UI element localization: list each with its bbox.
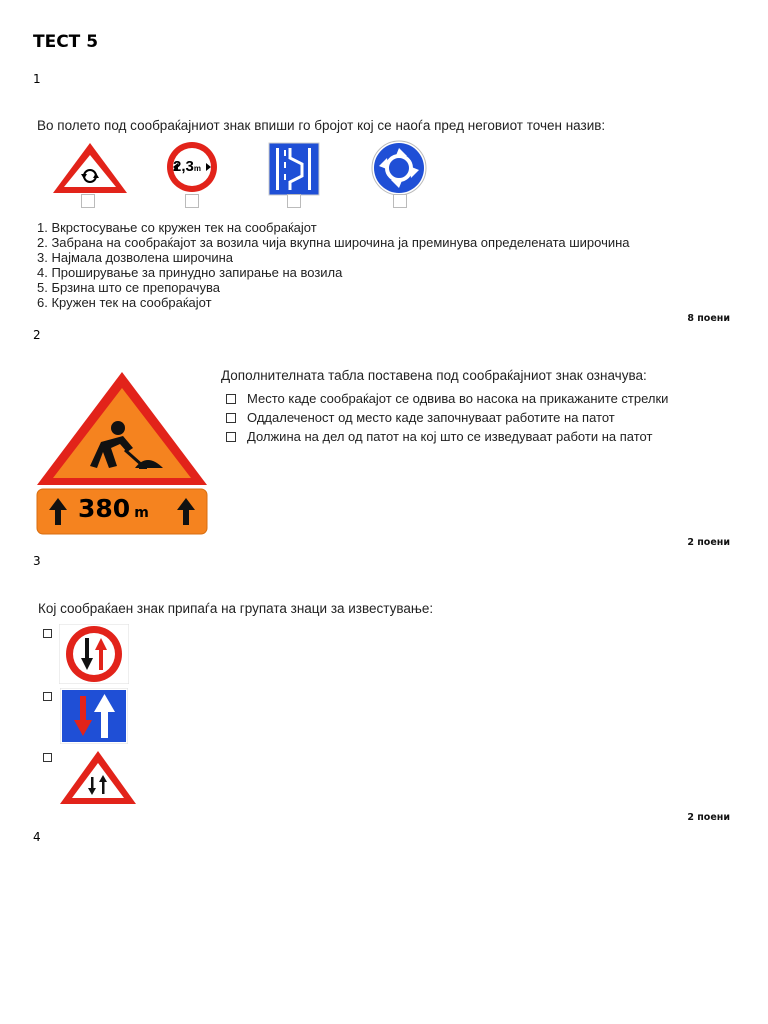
priority-over-oncoming-sign xyxy=(60,688,128,744)
option-label: Место каде сообраќајот се одвива во насока на прикажаните стрелки xyxy=(247,391,669,406)
option-checkbox-2[interactable] xyxy=(43,692,52,701)
option-row[interactable] xyxy=(226,389,668,408)
width-sign-value: 2,3 xyxy=(173,158,194,175)
sign-1-answer-box[interactable] xyxy=(81,194,95,208)
question-2-points: 2 поени xyxy=(687,537,730,548)
question-3-number: 3 xyxy=(33,554,41,568)
question-3-points: 2 поени xyxy=(687,812,730,823)
option-row[interactable] xyxy=(226,427,668,446)
question-4-number: 4 xyxy=(33,830,41,844)
option-checkbox-3[interactable] xyxy=(43,753,52,762)
list-item: 1. Вкрстосување со кружен тек на сообраќајот xyxy=(37,220,317,235)
list-item: 5. Брзина што се препорачува xyxy=(37,280,220,295)
option-checkbox-1[interactable] xyxy=(43,629,52,638)
two-way-traffic-warning-sign xyxy=(58,748,138,806)
priority-oncoming-sign xyxy=(59,624,129,684)
emergency-lane-sign xyxy=(268,142,320,196)
question-2-options xyxy=(226,389,668,446)
question-1-number: 1 xyxy=(33,72,41,86)
page-title: ТЕСТ 5 xyxy=(33,32,99,52)
list-item: 4. Проширување за принудно запирање на возила xyxy=(37,265,343,280)
list-item: 6. Кружен тек на сообраќајот xyxy=(37,295,212,310)
distance-plate-value: 380 xyxy=(78,494,131,523)
list-item: 2. Забрана на сообраќајот за возила чија вкупна широчина ја преминува определената широчина xyxy=(37,235,630,250)
question-1-prompt: Во полето под сообраќајниот знак впиши го бројот кој се наоѓа пред неговиот точен назив: xyxy=(37,118,606,133)
question-3-prompt: Кој сообраќаен знак припаѓа на групата знаци за известување: xyxy=(38,601,434,616)
distance-plate-unit: m xyxy=(134,505,149,521)
question-1-answer-list xyxy=(37,220,630,310)
width-sign-label xyxy=(173,158,201,175)
roadworks-warning-sign xyxy=(35,370,211,488)
width-sign-unit: m xyxy=(193,164,201,173)
sign-2-answer-box[interactable] xyxy=(185,194,199,208)
checkbox[interactable] xyxy=(226,413,236,423)
question-1-points: 8 поени xyxy=(687,313,730,324)
roundabout-warning-sign xyxy=(50,140,130,196)
checkbox[interactable] xyxy=(226,394,236,404)
roundabout-mandatory-sign xyxy=(363,140,435,198)
sign-4-answer-box[interactable] xyxy=(393,194,407,208)
option-label: Должина на дел од патот на кој што се изведуваат работи на патот xyxy=(247,429,653,444)
question-2-number: 2 xyxy=(33,328,41,342)
option-row[interactable] xyxy=(226,408,668,427)
option-label: Оддалеченост од место каде започнуваат работите на патот xyxy=(247,410,615,425)
sign-3-answer-box[interactable] xyxy=(287,194,301,208)
distance-plate-label xyxy=(78,494,149,523)
question-2-prompt: Дополнителната табла поставена под сообраќајниот знак означува: xyxy=(221,368,647,383)
checkbox[interactable] xyxy=(226,432,236,442)
list-item: 3. Најмала дозволена широчина xyxy=(37,250,234,265)
